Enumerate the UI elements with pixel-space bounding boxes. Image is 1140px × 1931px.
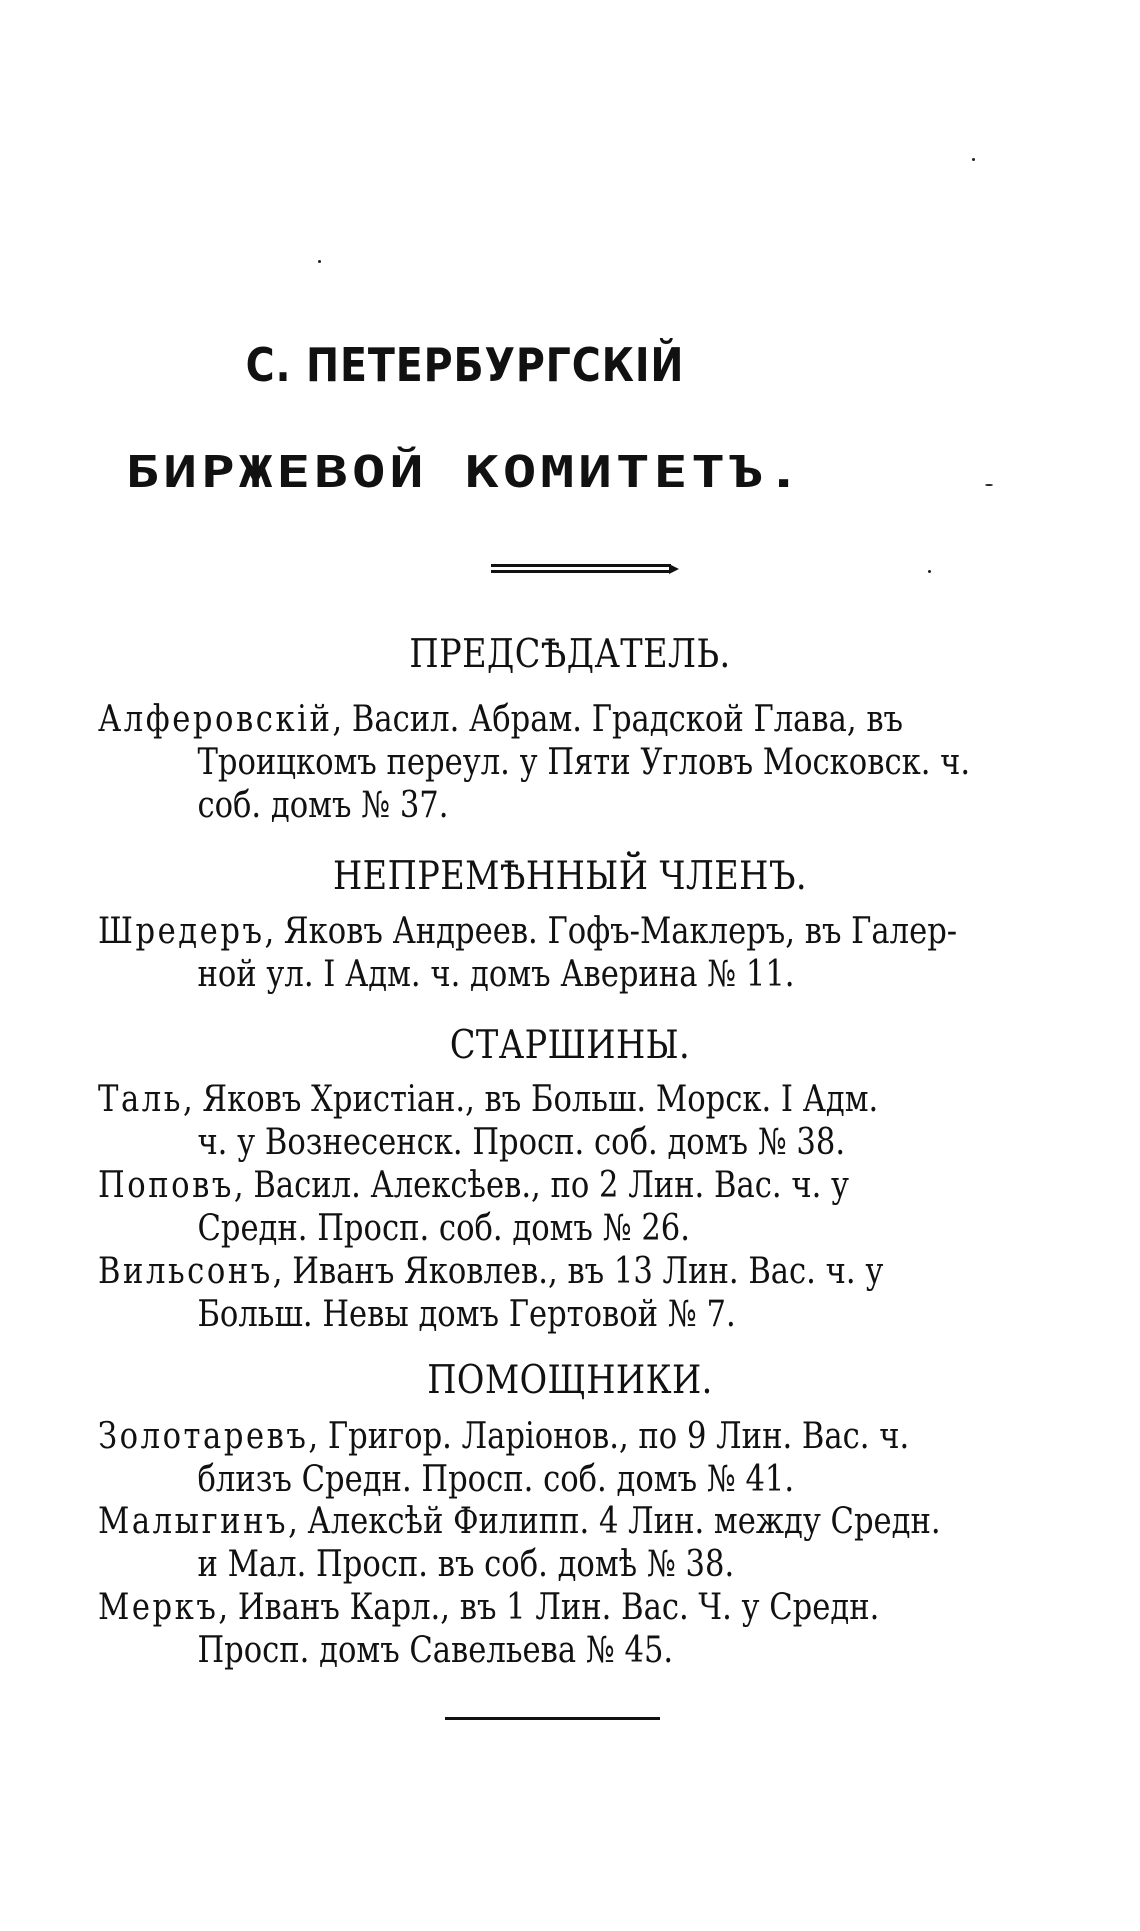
entry-name: Поповъ [98, 1165, 234, 1206]
entry-name: Вильсонъ [98, 1251, 273, 1292]
entry-text: Больш. Невы домъ Гертовой № 7. [197, 1294, 736, 1335]
entry-malygin [98, 1500, 948, 1586]
entry-name: Малыгинъ [98, 1501, 289, 1542]
section-heading-permanent-member: НЕПРЕМѢННЫЙ ЧЛЕНЪ. [332, 854, 808, 899]
entry-text: соб. домъ № 37. [197, 785, 449, 826]
title-line-1: С. ПЕТЕРБУРГСКІЙ [245, 338, 685, 392]
entry-text: , Иванъ Яковлев., въ 13 Лин. Вас. ч. у [272, 1251, 884, 1292]
print-speck [928, 570, 931, 573]
section-heading-chairman: ПРЕДСѢДАТЕЛЬ. [409, 632, 731, 677]
entry-name: Алферовскій [98, 699, 333, 740]
section-heading-elders: СТАРШИНЫ. [449, 1023, 691, 1068]
entry-name: Меркъ [98, 1587, 219, 1628]
entry-vilson [98, 1250, 948, 1336]
entry-text: , Алексѣй Филипп. 4 Лин. между Средн. [288, 1501, 941, 1542]
decorative-rule-bottom [445, 1717, 660, 1720]
entry-text: , Васил. Абрам. Градской Глава, въ [332, 699, 904, 740]
entry-text: близъ Средн. Просп. соб. домъ № 41. [197, 1459, 795, 1500]
entry-text: Троицкомъ переул. у Пяти Угловъ Московск. ч. [197, 742, 971, 783]
entry-text: , Яковъ Христіан., въ Больш. Морск. I Адм. [182, 1079, 879, 1120]
entry-name: Шредеръ [98, 911, 265, 952]
entry-shreder [98, 910, 958, 996]
entry-tal [98, 1078, 948, 1164]
entry-text: , Иванъ Карл., въ 1 Лин. Вас. Ч. у Средн. [218, 1587, 880, 1628]
section-heading-assistants: ПОМОЩНИКИ. [427, 1358, 713, 1403]
entry-text: , Васил. Алексѣев., по 2 Лин. Вас. ч. у [233, 1165, 850, 1206]
entry-text: , Григор. Ларіонов., по 9 Лин. Вас. ч. [308, 1416, 910, 1457]
print-speck [985, 484, 993, 486]
entry-text: ч. у Вознесенск. Просп. соб. домъ № 38. [197, 1122, 846, 1163]
entry-merk [98, 1586, 948, 1672]
decorative-rule-top [491, 564, 681, 574]
entry-text: ной ул. I Адм. ч. домъ Аверина № 11. [197, 954, 795, 995]
entry-text: , Яковъ Андреев. Гофъ-Маклеръ, въ Галер- [264, 911, 958, 952]
print-speck [318, 260, 321, 263]
entry-text: Просп. домъ Савельева № 45. [197, 1630, 674, 1671]
entry-popov [98, 1164, 948, 1250]
entry-zolotarev [98, 1415, 948, 1501]
print-speck [972, 158, 975, 161]
entry-alferovsky [98, 698, 971, 827]
entry-name: Таль [98, 1079, 183, 1120]
entry-text: Средн. Просп. соб. домъ № 26. [197, 1208, 690, 1249]
entry-text: и Мал. Просп. въ соб. домѣ № 38. [197, 1544, 735, 1585]
title-line-2: БИРЖЕВОЙ КОМИТЕТЪ. [125, 447, 805, 498]
entry-name: Золотаревъ [98, 1416, 309, 1457]
